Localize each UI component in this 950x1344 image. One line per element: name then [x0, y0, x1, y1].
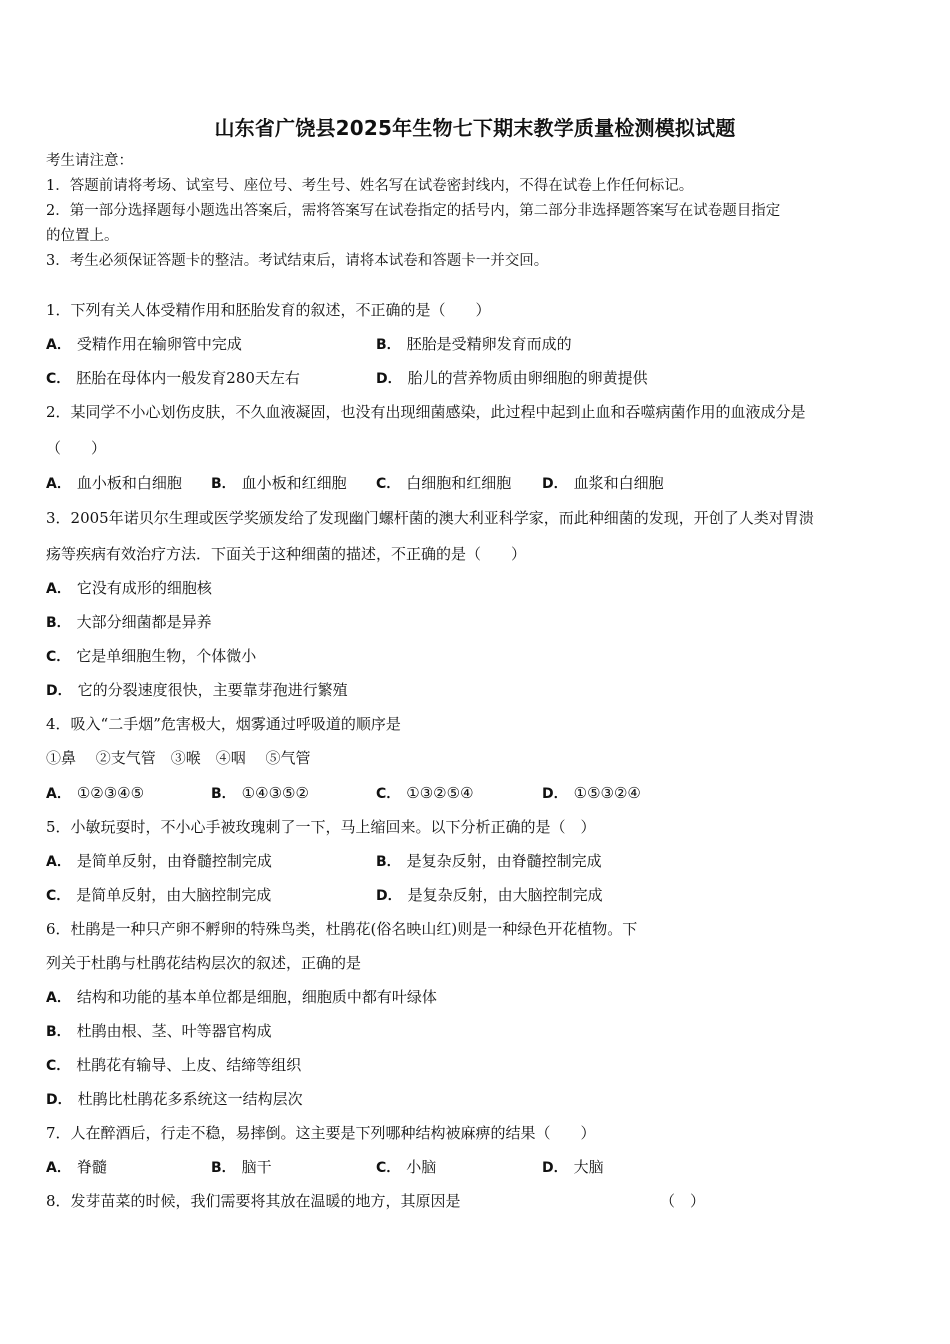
question-2-stem: 2．某同学不小心划伤皮肤，不久血液凝固，也没有出现细菌感染，此过程中起到止血和吞噬病菌作用的血液成分是: [46, 403, 806, 421]
option-a: A． ①②③④⑤: [46, 784, 145, 802]
option-a: A． 它没有成形的细胞核: [46, 579, 212, 597]
question-5-stem: 5．小敏玩耍时，不小心手被玫瑰刺了一下，马上缩回来。以下分析正确的是（ ）: [46, 818, 596, 836]
option-b: B． 血小板和红细胞: [211, 474, 347, 492]
option-b: B． 胚胎是受精卵发育而成的: [376, 335, 572, 353]
option-d: D． 是复杂反射，由大脑控制完成: [376, 886, 603, 904]
question-1-stem: 1．下列有关人体受精作用和胚胎发育的叙述，不正确的是（ ）: [46, 301, 491, 319]
notice-heading: 考生请注意：: [46, 153, 133, 169]
option-b: B． 脑干: [211, 1158, 272, 1176]
option-c: C． 它是单细胞生物，个体微小: [46, 647, 257, 665]
option-d: D． 它的分裂速度很快，主要靠芽孢进行繁殖: [46, 681, 348, 699]
option-a: A． 受精作用在输卵管中完成: [46, 335, 242, 353]
question-6-stem-cont: 列关于杜鹃与杜鹃花结构层次的叙述，正确的是: [46, 954, 362, 972]
option-c: C． 是简单反射，由大脑控制完成: [46, 886, 272, 904]
option-b: B． 大部分细菌都是异养: [46, 613, 212, 631]
option-a: A． 脊髓: [46, 1158, 107, 1176]
question-8-stem: 8．发芽苗菜的时候，我们需要将其放在温暖的地方，其原因是: [46, 1192, 461, 1210]
option-d: D． 胎儿的营养物质由卵细胞的卵黄提供: [376, 369, 648, 387]
option-d: D． 杜鹃比杜鹃花多系统这一结构层次: [46, 1090, 303, 1108]
notice-item: 1．答题前请将考场、试室号、座位号、考生号、姓名写在试卷密封线内，不得在试卷上作任何标记。: [46, 178, 694, 194]
notice-item: 2．第一部分选择题每小题选出答案后，需将答案写在试卷指定的括号内，第二部分非选择题答案写在试卷题目指定: [46, 203, 781, 219]
question-3-stem-cont: 疡等疾病有效治疗方法．下面关于这种细菌的描述，不正确的是（ ）: [46, 545, 527, 563]
option-c: C． 杜鹃花有输导、上皮、结缔等组织: [46, 1056, 302, 1074]
option-a: A． 血小板和白细胞: [46, 474, 182, 492]
question-3-stem: 3．2005年诺贝尔生理或医学奖颁发给了发现幽门螺杆菌的澳大利亚科学家，而此种细菌的发现，开创了人类对胃溃: [46, 509, 814, 527]
option-b: B． 杜鹃由根、茎、叶等器官构成: [46, 1022, 272, 1040]
question-6-stem: 6．杜鹃是一种只产卵不孵卵的特殊鸟类，杜鹃花(俗名映山红)则是一种绿色开花植物。下: [46, 920, 638, 938]
option-a: A． 结构和功能的基本单位都是细胞，细胞质中都有叶绿体: [46, 988, 437, 1006]
option-c: C． 小脑: [376, 1158, 437, 1176]
option-d: D． 大脑: [542, 1158, 604, 1176]
option-b: B． ①④③⑤②: [211, 784, 309, 802]
question-7-stem: 7．人在醉酒后，行走不稳，易摔倒。这主要是下列哪种结构被麻痹的结果（ ）: [46, 1124, 596, 1142]
answer-parentheses: （ ）: [660, 1192, 706, 1210]
option-c: C． ①③②⑤④: [376, 784, 474, 802]
option-b: B． 是复杂反射，由脊髓控制完成: [376, 852, 602, 870]
question-4-stem: 4．吸入“二手烟”危害极大，烟雾通过呼吸道的顺序是: [46, 715, 401, 733]
page-title: 山东省广饶县2025年生物七下期末教学质量检测模拟试题: [214, 116, 736, 140]
option-c: C． 胚胎在母体内一般发育280天左右: [46, 369, 300, 387]
option-d: D． ①⑤③②④: [542, 784, 641, 802]
notice-item: 3．考生必须保证答题卡的整洁。考试结束后，请将本试卷和答题卡一并交回。: [46, 253, 549, 269]
question-2-stem-cont: （ ）: [46, 439, 107, 457]
option-a: A． 是简单反射，由脊髓控制完成: [46, 852, 272, 870]
question-4-items: ①鼻 ②支气管 ③喉 ④咽 ⑤气管: [46, 749, 311, 767]
option-c: C． 白细胞和红细胞: [376, 474, 512, 492]
option-d: D． 血浆和白细胞: [542, 474, 664, 492]
notice-item: 的位置上。: [46, 228, 119, 244]
